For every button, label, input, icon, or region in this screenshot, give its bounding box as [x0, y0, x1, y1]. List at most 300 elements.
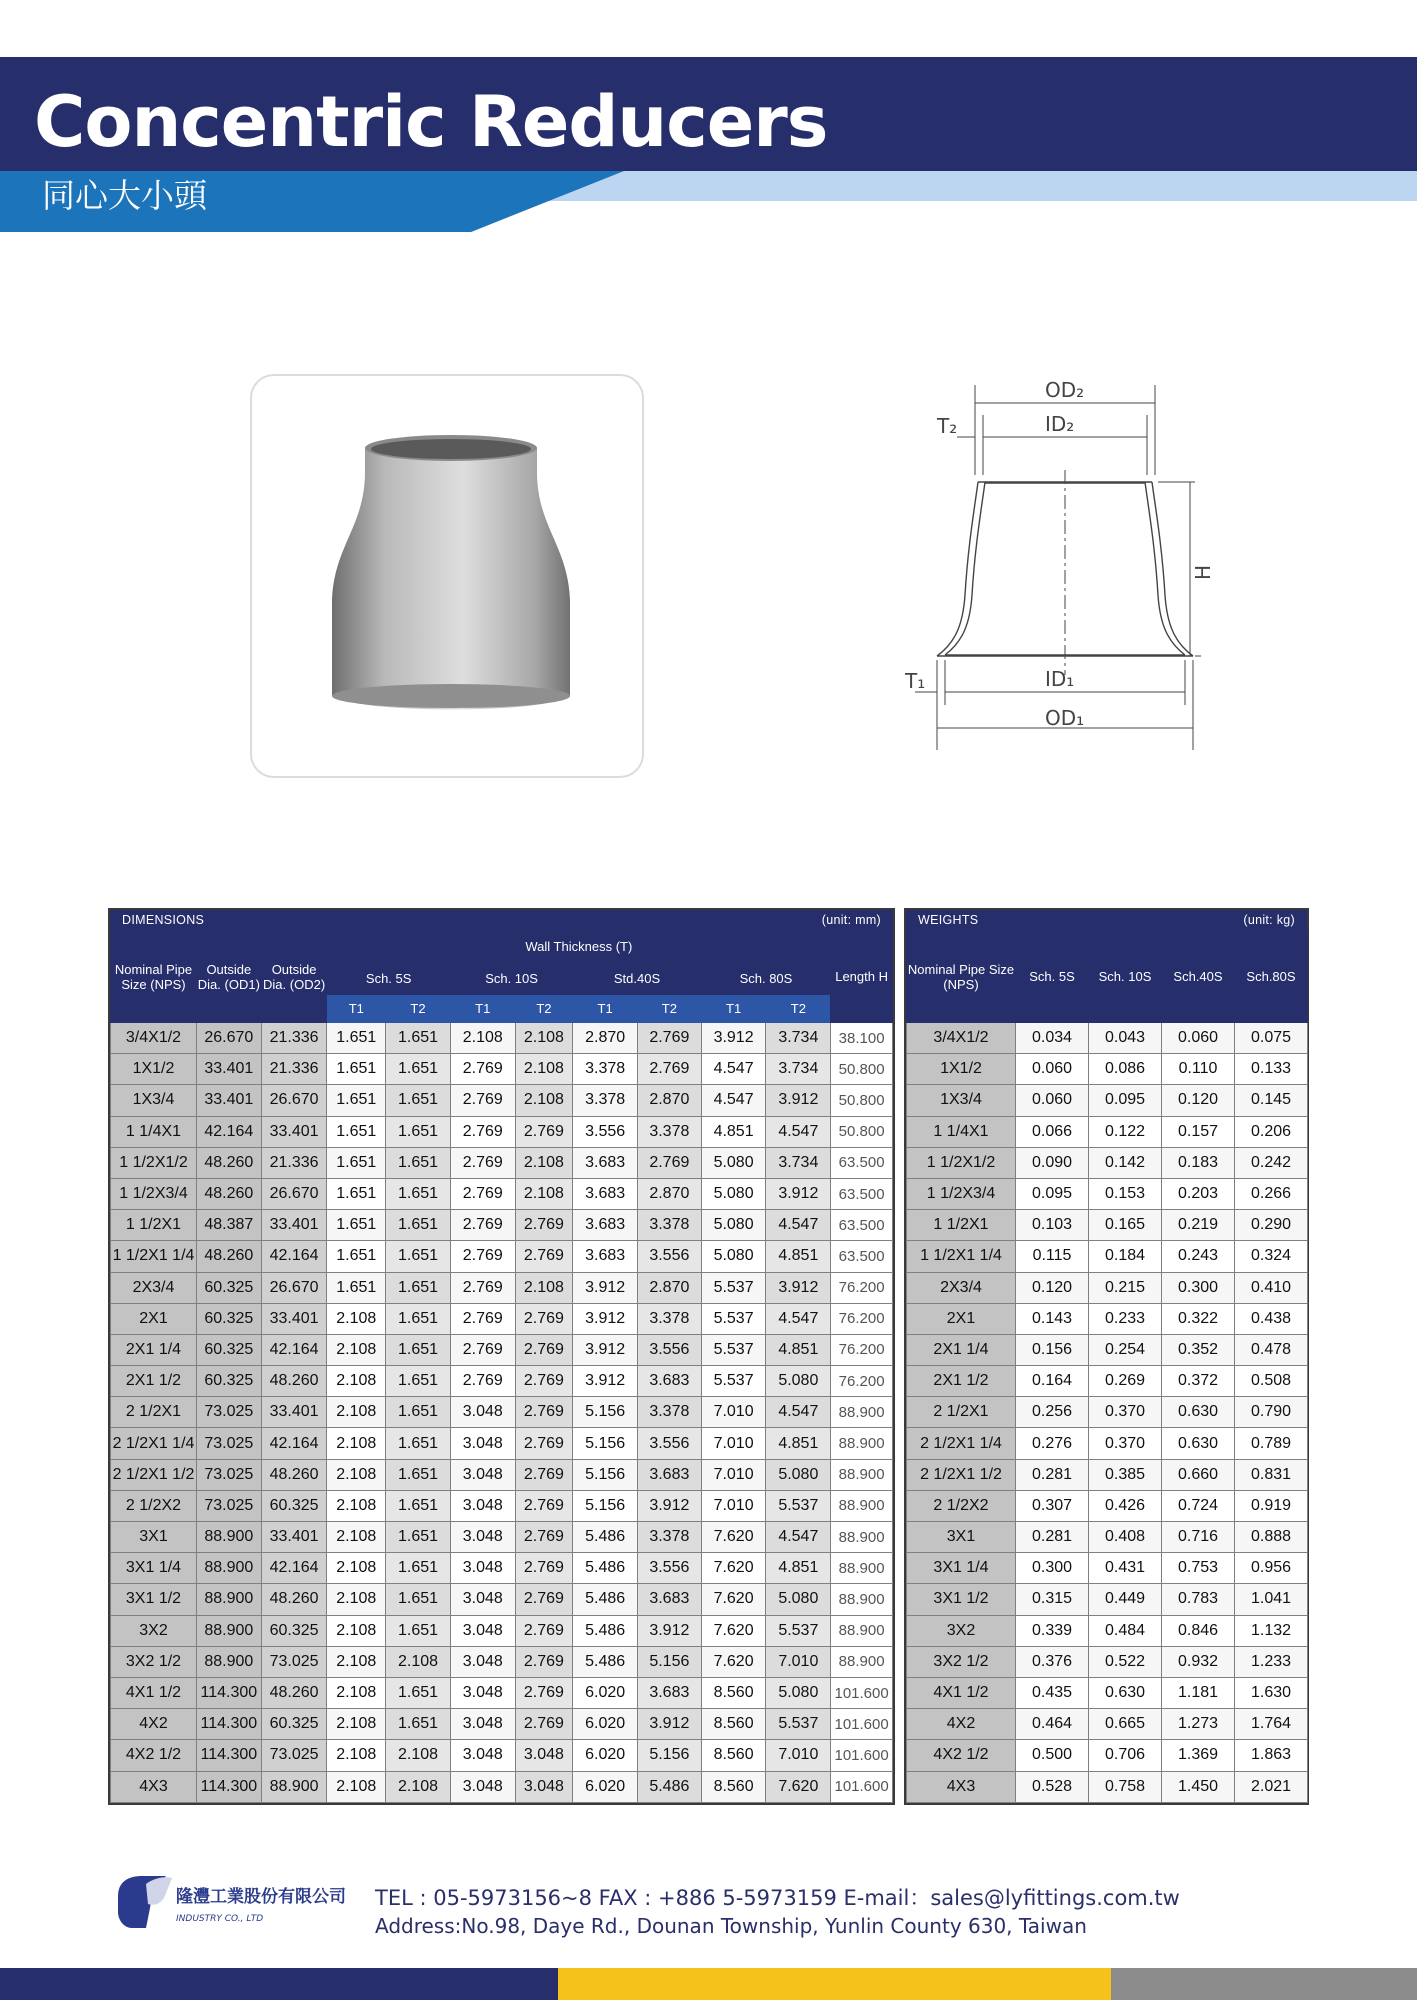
table-cell: 2 1/2X1 1/4	[907, 1428, 1016, 1459]
table-cell: 1.233	[1235, 1646, 1308, 1677]
table-cell: 8.560	[701, 1709, 766, 1740]
table-cell: 0.307	[1016, 1490, 1089, 1521]
table-cell: 114.300	[196, 1771, 261, 1802]
table-row	[111, 1178, 893, 1209]
header-nps: Nominal Pipe Size (NPS)	[907, 931, 1016, 1023]
table-cell: 0.281	[1016, 1522, 1089, 1553]
table-row	[907, 1709, 1308, 1740]
table-row	[907, 1584, 1308, 1615]
table-cell: 0.888	[1235, 1522, 1308, 1553]
table-cell: 1.651	[386, 1677, 451, 1708]
table-cell: 0.315	[1016, 1584, 1089, 1615]
table-cell: 0.919	[1235, 1490, 1308, 1521]
table-cell: 3.378	[638, 1397, 702, 1428]
table-cell: 2.769	[450, 1054, 515, 1085]
table-row	[907, 1522, 1308, 1553]
table-row	[111, 1490, 893, 1521]
footer-bar-navy	[0, 1968, 558, 2000]
table-row	[907, 1553, 1308, 1584]
table-row	[111, 1272, 893, 1303]
table-cell: 50.800	[831, 1116, 893, 1147]
table-cell: 2.108	[515, 1272, 573, 1303]
table-row	[907, 1116, 1308, 1147]
table-cell: 88.900	[261, 1771, 327, 1802]
table-cell: 2.108	[327, 1303, 386, 1334]
table-cell: 3.912	[766, 1085, 831, 1116]
table-cell: 2.870	[638, 1085, 702, 1116]
table-cell: 4X2 1/2	[907, 1740, 1016, 1771]
table-cell: 0.143	[1016, 1303, 1089, 1334]
table-cell: 1 1/2X1/2	[111, 1147, 197, 1178]
table-cell: 0.758	[1089, 1771, 1162, 1802]
table-cell: 48.387	[196, 1210, 261, 1241]
table-cell: 7.620	[701, 1553, 766, 1584]
table-cell: 0.145	[1235, 1085, 1308, 1116]
header-sch10s: Sch. 10S	[450, 963, 572, 995]
table-cell: 0.215	[1089, 1272, 1162, 1303]
table-cell: 1.651	[386, 1366, 451, 1397]
table-cell: 3.683	[573, 1241, 638, 1272]
table-cell: 1.863	[1235, 1740, 1308, 1771]
table-cell: 0.630	[1162, 1397, 1235, 1428]
header-t1: T1	[701, 995, 766, 1023]
table-cell: 1.630	[1235, 1677, 1308, 1708]
table-cell: 1 1/2X1/2	[907, 1147, 1016, 1178]
table-cell: 0.153	[1089, 1178, 1162, 1209]
table-cell: 5.080	[701, 1147, 766, 1178]
table-cell: 0.322	[1162, 1303, 1235, 1334]
table-row	[907, 1490, 1308, 1521]
table-cell: 4X3	[907, 1771, 1016, 1802]
table-cell: 50.800	[831, 1054, 893, 1085]
table-cell: 2.769	[638, 1054, 702, 1085]
table-cell: 2.769	[515, 1553, 573, 1584]
table-cell: 0.846	[1162, 1615, 1235, 1646]
table-cell: 1.273	[1162, 1709, 1235, 1740]
table-cell: 0.408	[1089, 1522, 1162, 1553]
table-cell: 7.010	[701, 1459, 766, 1490]
header-t1: T1	[450, 995, 515, 1023]
table-cell: 3X1 1/2	[907, 1584, 1016, 1615]
table-cell: 4X1 1/2	[907, 1677, 1016, 1708]
table-cell: 0.783	[1162, 1584, 1235, 1615]
table-cell: 3X1 1/4	[111, 1553, 197, 1584]
table-cell: 0.431	[1089, 1553, 1162, 1584]
table-cell: 5.486	[573, 1522, 638, 1553]
table-row	[111, 1522, 893, 1553]
table-row	[907, 1303, 1308, 1334]
table-cell: 88.900	[196, 1646, 261, 1677]
table-cell: 1X3/4	[907, 1085, 1016, 1116]
table-cell: 2.769	[515, 1522, 573, 1553]
table-cell: 0.060	[1162, 1023, 1235, 1054]
table-cell: 33.401	[261, 1116, 327, 1147]
table-cell: 3.378	[638, 1303, 702, 1334]
table-cell: 26.670	[261, 1085, 327, 1116]
table-cell: 2X3/4	[907, 1272, 1016, 1303]
table-row	[111, 1397, 893, 1428]
table-cell: 2.870	[638, 1272, 702, 1303]
table-cell: 101.600	[831, 1771, 893, 1802]
table-cell: 2X1	[111, 1303, 197, 1334]
table-cell: 0.478	[1235, 1334, 1308, 1365]
table-cell: 2X1 1/4	[111, 1334, 197, 1365]
table-cell: 1 1/2X3/4	[907, 1178, 1016, 1209]
table-cell: 5.080	[766, 1459, 831, 1490]
table-cell: 2.108	[327, 1397, 386, 1428]
table-cell: 42.164	[261, 1334, 327, 1365]
table-cell: 2.769	[515, 1428, 573, 1459]
table-cell: 4.547	[766, 1397, 831, 1428]
table-cell: 0.095	[1089, 1085, 1162, 1116]
reducer-photo	[252, 376, 642, 776]
table-cell: 73.025	[261, 1740, 327, 1771]
table-cell: 2.108	[327, 1490, 386, 1521]
table-cell: 73.025	[196, 1397, 261, 1428]
table-cell: 63.500	[831, 1241, 893, 1272]
dimensions-unit: (unit: mm)	[821, 913, 881, 927]
table-cell: 0.665	[1089, 1709, 1162, 1740]
table-cell: 73.025	[261, 1646, 327, 1677]
table-cell: 4.547	[766, 1522, 831, 1553]
table-cell: 76.200	[831, 1334, 893, 1365]
table-cell: 2.769	[450, 1210, 515, 1241]
table-cell: 3.683	[638, 1366, 702, 1397]
table-cell: 42.164	[261, 1428, 327, 1459]
table-cell: 1.651	[386, 1428, 451, 1459]
table-cell: 60.325	[261, 1709, 327, 1740]
table-cell: 3.912	[701, 1023, 766, 1054]
table-cell: 5.486	[573, 1553, 638, 1584]
table-cell: 4.851	[766, 1241, 831, 1272]
header-wall-thickness: Wall Thickness (T)	[327, 931, 831, 963]
table-cell: 2 1/2X2	[907, 1490, 1016, 1521]
table-cell: 7.010	[766, 1646, 831, 1677]
table-row	[907, 1646, 1308, 1677]
table-cell: 114.300	[196, 1709, 261, 1740]
table-cell: 2.108	[327, 1584, 386, 1615]
table-cell: 3.048	[450, 1522, 515, 1553]
table-cell: 3.048	[450, 1677, 515, 1708]
table-cell: 2.108	[515, 1023, 573, 1054]
header-sch5s: Sch. 5S	[1016, 931, 1089, 1023]
table-cell: 0.233	[1089, 1303, 1162, 1334]
table-cell: 7.010	[701, 1397, 766, 1428]
table-cell: 26.670	[196, 1023, 261, 1054]
table-row	[907, 1397, 1308, 1428]
table-cell: 3.912	[573, 1334, 638, 1365]
table-row	[111, 1116, 893, 1147]
table-cell: 6.020	[573, 1771, 638, 1802]
table-cell: 2.769	[515, 1116, 573, 1147]
table-cell: 48.260	[196, 1147, 261, 1178]
table-cell: 33.401	[196, 1054, 261, 1085]
table-cell: 7.010	[766, 1740, 831, 1771]
table-cell: 2.769	[515, 1241, 573, 1272]
table-cell: 3.378	[638, 1522, 702, 1553]
table-cell: 2.108	[327, 1740, 386, 1771]
dimension-diagram	[895, 375, 1235, 765]
table-cell: 1.651	[386, 1490, 451, 1521]
dimensions-body	[111, 1023, 893, 1803]
table-row	[907, 1178, 1308, 1209]
table-cell: 3.048	[450, 1459, 515, 1490]
table-cell: 1.651	[386, 1272, 451, 1303]
table-cell: 101.600	[831, 1709, 893, 1740]
table-cell: 2.108	[327, 1709, 386, 1740]
table-cell: 2.108	[450, 1023, 515, 1054]
table-row	[111, 1023, 893, 1054]
table-cell: 1.651	[386, 1054, 451, 1085]
table-cell: 0.142	[1089, 1147, 1162, 1178]
header-nps: Nominal Pipe Size (NPS)	[111, 931, 197, 1023]
table-cell: 5.537	[701, 1303, 766, 1334]
table-cell: 88.900	[831, 1553, 893, 1584]
table-cell: 88.900	[196, 1615, 261, 1646]
table-cell: 3.912	[638, 1615, 702, 1646]
table-cell: 63.500	[831, 1147, 893, 1178]
table-cell: 5.486	[573, 1615, 638, 1646]
table-cell: 3.048	[450, 1771, 515, 1802]
table-cell: 42.164	[261, 1241, 327, 1272]
table-row	[907, 1428, 1308, 1459]
table-cell: 0.500	[1016, 1740, 1089, 1771]
table-cell: 21.336	[261, 1023, 327, 1054]
table-cell: 2.870	[638, 1178, 702, 1209]
table-cell: 0.339	[1016, 1615, 1089, 1646]
label-od2: OD₂	[1045, 378, 1085, 402]
table-cell: 1 1/2X1	[111, 1210, 197, 1241]
table-cell: 7.620	[701, 1522, 766, 1553]
dimensions-title: DIMENSIONS	[122, 913, 205, 927]
table-cell: 3.048	[450, 1553, 515, 1584]
table-cell: 0.932	[1162, 1646, 1235, 1677]
table-cell: 42.164	[196, 1116, 261, 1147]
table-cell: 0.281	[1016, 1459, 1089, 1490]
table-cell: 1X1/2	[111, 1054, 197, 1085]
table-cell: 1.651	[386, 1522, 451, 1553]
table-cell: 3/4X1/2	[907, 1023, 1016, 1054]
table-cell: 114.300	[196, 1740, 261, 1771]
table-cell: 2.769	[515, 1397, 573, 1428]
table-row	[111, 1054, 893, 1085]
table-cell: 0.120	[1016, 1272, 1089, 1303]
table-cell: 2.769	[515, 1677, 573, 1708]
table-cell: 3.912	[766, 1272, 831, 1303]
header-sch10s: Sch. 10S	[1089, 931, 1162, 1023]
table-cell: 88.900	[831, 1459, 893, 1490]
table-cell: 3.734	[766, 1147, 831, 1178]
table-cell: 2.769	[450, 1116, 515, 1147]
table-cell: 1.132	[1235, 1615, 1308, 1646]
table-cell: 4X3	[111, 1771, 197, 1802]
table-cell: 7.620	[766, 1771, 831, 1802]
table-row	[111, 1210, 893, 1241]
table-cell: 2.769	[515, 1303, 573, 1334]
table-cell: 1.651	[386, 1023, 451, 1054]
table-cell: 3.734	[766, 1023, 831, 1054]
table-row	[111, 1646, 893, 1677]
weights-title: WEIGHTS	[918, 913, 979, 927]
table-cell: 2.769	[638, 1023, 702, 1054]
company-name: 隆灃工業股份有限公司	[176, 1887, 346, 1907]
table-cell: 1.651	[327, 1178, 386, 1209]
header-t2: T2	[515, 995, 573, 1023]
table-cell: 6.020	[573, 1740, 638, 1771]
table-cell: 4.851	[766, 1428, 831, 1459]
table-cell: 26.670	[261, 1178, 327, 1209]
table-cell: 0.133	[1235, 1054, 1308, 1085]
contact-line: TEL : 05-5973156~8 FAX : +886 5-5973159 E-mail：sales@lyfittings.com.tw	[375, 1886, 1180, 1910]
label-t1: T₁	[905, 669, 926, 693]
table-cell: 4X2 1/2	[111, 1740, 197, 1771]
table-cell: 48.260	[261, 1459, 327, 1490]
table-cell: 3X1	[111, 1522, 197, 1553]
table-row	[111, 1085, 893, 1116]
table-cell: 2.769	[450, 1178, 515, 1209]
table-cell: 1.651	[386, 1147, 451, 1178]
table-cell: 7.620	[701, 1646, 766, 1677]
table-cell: 0.090	[1016, 1147, 1089, 1178]
table-cell: 0.753	[1162, 1553, 1235, 1584]
table-cell: 0.352	[1162, 1334, 1235, 1365]
table-cell: 5.486	[573, 1584, 638, 1615]
table-cell: 6.020	[573, 1677, 638, 1708]
table-cell: 1.651	[386, 1334, 451, 1365]
table-cell: 8.560	[701, 1740, 766, 1771]
table-cell: 1.651	[386, 1615, 451, 1646]
table-cell: 3.912	[638, 1709, 702, 1740]
table-cell: 7.620	[701, 1584, 766, 1615]
table-cell: 0.528	[1016, 1771, 1089, 1802]
table-cell: 3X2	[111, 1615, 197, 1646]
table-cell: 4.851	[766, 1334, 831, 1365]
table-cell: 3.048	[515, 1740, 573, 1771]
table-cell: 6.020	[573, 1709, 638, 1740]
table-cell: 2.769	[450, 1303, 515, 1334]
table-cell: 3.556	[573, 1116, 638, 1147]
table-cell: 2.108	[386, 1740, 451, 1771]
table-cell: 0.254	[1089, 1334, 1162, 1365]
table-cell: 2.769	[450, 1366, 515, 1397]
table-cell: 2.769	[515, 1366, 573, 1397]
table-cell: 4.851	[701, 1116, 766, 1147]
table-cell: 63.500	[831, 1178, 893, 1209]
table-cell: 101.600	[831, 1740, 893, 1771]
table-cell: 1 1/2X3/4	[111, 1178, 197, 1209]
table-cell: 63.500	[831, 1210, 893, 1241]
table-row	[907, 1334, 1308, 1365]
table-cell: 2.108	[327, 1677, 386, 1708]
table-cell: 2.108	[327, 1334, 386, 1365]
table-cell: 2 1/2X1 1/2	[907, 1459, 1016, 1490]
table-cell: 5.537	[701, 1334, 766, 1365]
table-cell: 1.651	[386, 1085, 451, 1116]
table-cell: 5.537	[766, 1615, 831, 1646]
table-cell: 73.025	[196, 1428, 261, 1459]
table-cell: 3.378	[638, 1210, 702, 1241]
table-cell: 48.260	[261, 1584, 327, 1615]
table-cell: 2 1/2X1 1/4	[111, 1428, 197, 1459]
table-row	[111, 1584, 893, 1615]
table-cell: 2.769	[515, 1709, 573, 1740]
weights-caption	[906, 910, 1307, 930]
table-cell: 3.048	[450, 1490, 515, 1521]
table-row	[111, 1740, 893, 1771]
table-cell: 33.401	[261, 1303, 327, 1334]
table-cell: 0.660	[1162, 1459, 1235, 1490]
table-cell: 3.912	[573, 1272, 638, 1303]
table-cell: 0.266	[1235, 1178, 1308, 1209]
table-cell: 48.260	[196, 1241, 261, 1272]
table-cell: 88.900	[831, 1584, 893, 1615]
table-cell: 88.900	[831, 1522, 893, 1553]
table-row	[111, 1459, 893, 1490]
table-cell: 2.769	[450, 1085, 515, 1116]
table-cell: 7.620	[701, 1615, 766, 1646]
table-cell: 0.203	[1162, 1178, 1235, 1209]
table-cell: 3.378	[638, 1116, 702, 1147]
table-cell: 2.769	[515, 1490, 573, 1521]
table-row	[907, 1210, 1308, 1241]
table-cell: 1.764	[1235, 1709, 1308, 1740]
table-cell: 0.122	[1089, 1116, 1162, 1147]
table-cell: 0.706	[1089, 1740, 1162, 1771]
table-cell: 5.080	[766, 1584, 831, 1615]
table-cell: 5.537	[701, 1272, 766, 1303]
header-length: Length H	[831, 931, 893, 1023]
table-cell: 0.630	[1089, 1677, 1162, 1708]
table-cell: 0.156	[1016, 1334, 1089, 1365]
table-cell: 3.912	[573, 1366, 638, 1397]
table-cell: 2.769	[515, 1459, 573, 1490]
dimensions-caption	[110, 910, 893, 930]
table-cell: 1.651	[327, 1210, 386, 1241]
table-row	[907, 1740, 1308, 1771]
table-cell: 0.276	[1016, 1428, 1089, 1459]
table-cell: 0.724	[1162, 1490, 1235, 1521]
table-cell: 0.508	[1235, 1366, 1308, 1397]
table-cell: 2 1/2X1 1/2	[111, 1459, 197, 1490]
table-cell: 1 1/2X1 1/4	[907, 1241, 1016, 1272]
table-cell: 1 1/2X1 1/4	[111, 1241, 197, 1272]
header-od1: Outside Dia. (OD1)	[196, 931, 261, 1023]
table-cell: 50.800	[831, 1085, 893, 1116]
table-cell: 3.048	[450, 1428, 515, 1459]
header-od2: Outside Dia. (OD2)	[261, 931, 327, 1023]
table-cell: 5.156	[573, 1397, 638, 1428]
table-cell: 5.156	[573, 1459, 638, 1490]
table-cell: 2.769	[450, 1241, 515, 1272]
table-cell: 5.537	[701, 1366, 766, 1397]
table-cell: 2.769	[515, 1615, 573, 1646]
table-cell: 3.734	[766, 1054, 831, 1085]
table-cell: 0.630	[1162, 1428, 1235, 1459]
table-cell: 0.164	[1016, 1366, 1089, 1397]
table-cell: 4X2	[907, 1709, 1016, 1740]
table-row	[111, 1615, 893, 1646]
table-cell: 33.401	[196, 1085, 261, 1116]
table-cell: 1X3/4	[111, 1085, 197, 1116]
table-cell: 3X2	[907, 1615, 1016, 1646]
table-cell: 5.486	[573, 1646, 638, 1677]
table-row	[907, 1054, 1308, 1085]
table-cell: 3.556	[638, 1553, 702, 1584]
table-cell: 26.670	[261, 1272, 327, 1303]
table-cell: 7.010	[701, 1428, 766, 1459]
table-cell: 0.043	[1089, 1023, 1162, 1054]
table-cell: 0.269	[1089, 1366, 1162, 1397]
